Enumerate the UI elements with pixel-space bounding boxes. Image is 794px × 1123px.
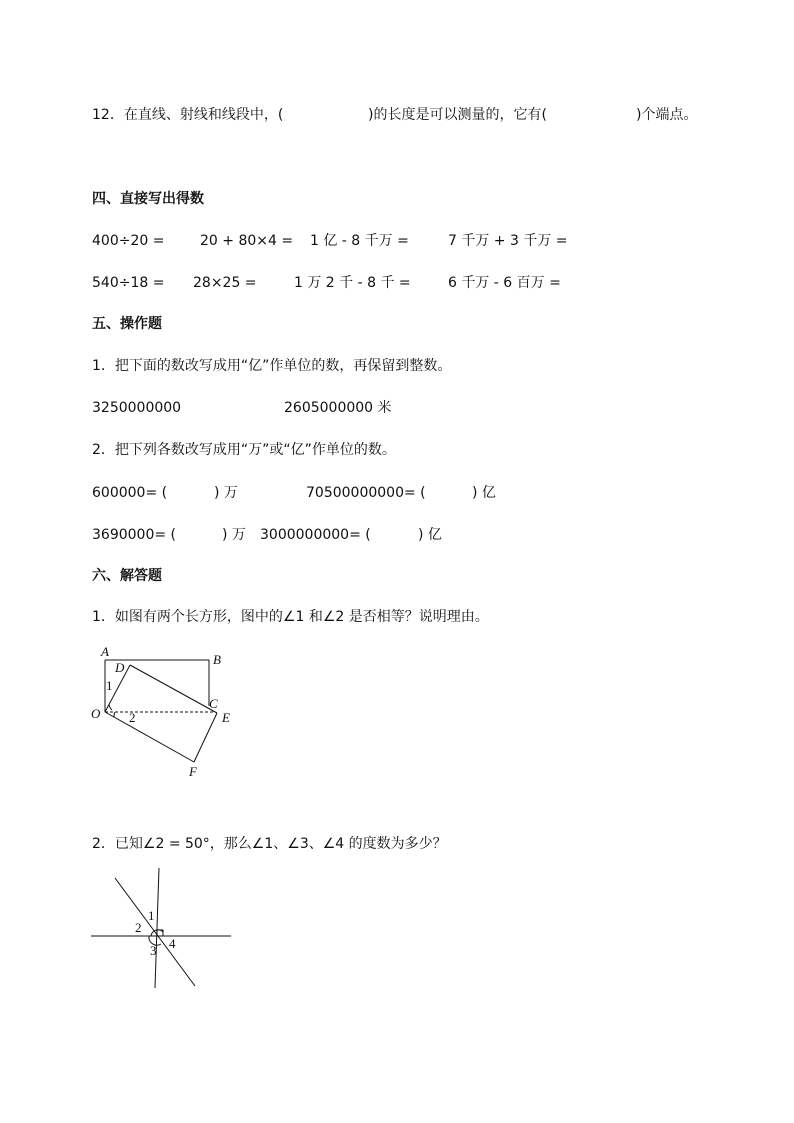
angle-1-label: 1 bbox=[148, 908, 155, 923]
section5-q1: 1．把下面的数改写成用“亿”作单位的数，再保留到整数。 bbox=[92, 358, 452, 374]
section6-q1: 1．如图有两个长方形，图中的∠1 和∠2 是否相等？说明理由。 bbox=[92, 609, 489, 625]
label-D: D bbox=[115, 660, 125, 675]
section6-title: 六、解答题 bbox=[92, 568, 162, 584]
section6-q2: 2．已知∠2 = 50°，那么∠1、∠3、∠4 的度数为多少？ bbox=[92, 836, 447, 852]
angle-2-label: 2 bbox=[135, 920, 142, 935]
calc-item: 7 千万 + 3 千万 = bbox=[448, 233, 568, 249]
label-B: B bbox=[213, 652, 221, 667]
intersecting-lines-figure bbox=[85, 862, 245, 990]
label-A: A bbox=[101, 644, 109, 659]
label-C: C bbox=[209, 696, 218, 711]
calc-item: 400÷20 = bbox=[92, 233, 165, 249]
q12-part3: )个端点。 bbox=[636, 107, 698, 123]
label-O: O bbox=[91, 706, 101, 721]
section5-q2: 2．把下列各数改写成用“万”或“亿”作单位的数。 bbox=[92, 442, 396, 458]
convert-item-pre: 3000000000= ( bbox=[260, 527, 371, 543]
calc-item: 1 亿 - 8 千万 = bbox=[310, 233, 409, 249]
calc-item: 28×25 = bbox=[193, 275, 257, 291]
convert-item-pre: 70500000000= ( bbox=[306, 485, 426, 501]
q12-part2: )的长度是可以测量的，它有( bbox=[368, 107, 547, 123]
angle-4-label: 4 bbox=[169, 936, 176, 951]
calc-item: 6 千万 - 6 百万 = bbox=[448, 275, 561, 291]
convert-item-pre: 3690000= ( bbox=[92, 527, 176, 543]
number-item: 3250000000 bbox=[92, 400, 182, 416]
number-item: 2605000000 米 bbox=[284, 400, 392, 416]
section4-title: 四、直接写出得数 bbox=[92, 191, 204, 207]
convert-item-post: ) 亿 bbox=[472, 485, 496, 501]
convert-item-post: ) 亿 bbox=[418, 527, 442, 543]
angle-1-label: 1 bbox=[106, 678, 113, 693]
angle-2-label: 2 bbox=[129, 710, 136, 725]
calc-item: 1 万 2 千 - 8 千 = bbox=[294, 275, 411, 291]
section5-title: 五、操作题 bbox=[92, 316, 162, 332]
convert-item-pre: 600000= ( bbox=[92, 485, 168, 501]
two-rectangles-figure bbox=[85, 640, 255, 780]
convert-item-post: ) 万 bbox=[222, 527, 246, 543]
label-E: E bbox=[222, 710, 230, 725]
calc-item: 540÷18 = bbox=[92, 275, 165, 291]
calc-item: 20 + 80×4 = bbox=[200, 233, 294, 249]
convert-item-post: ) 万 bbox=[214, 485, 238, 501]
label-F: F bbox=[189, 764, 197, 779]
angle-3-label: 3 bbox=[150, 943, 157, 958]
q12-part1: 12．在直线、射线和线段中，( bbox=[92, 107, 284, 123]
